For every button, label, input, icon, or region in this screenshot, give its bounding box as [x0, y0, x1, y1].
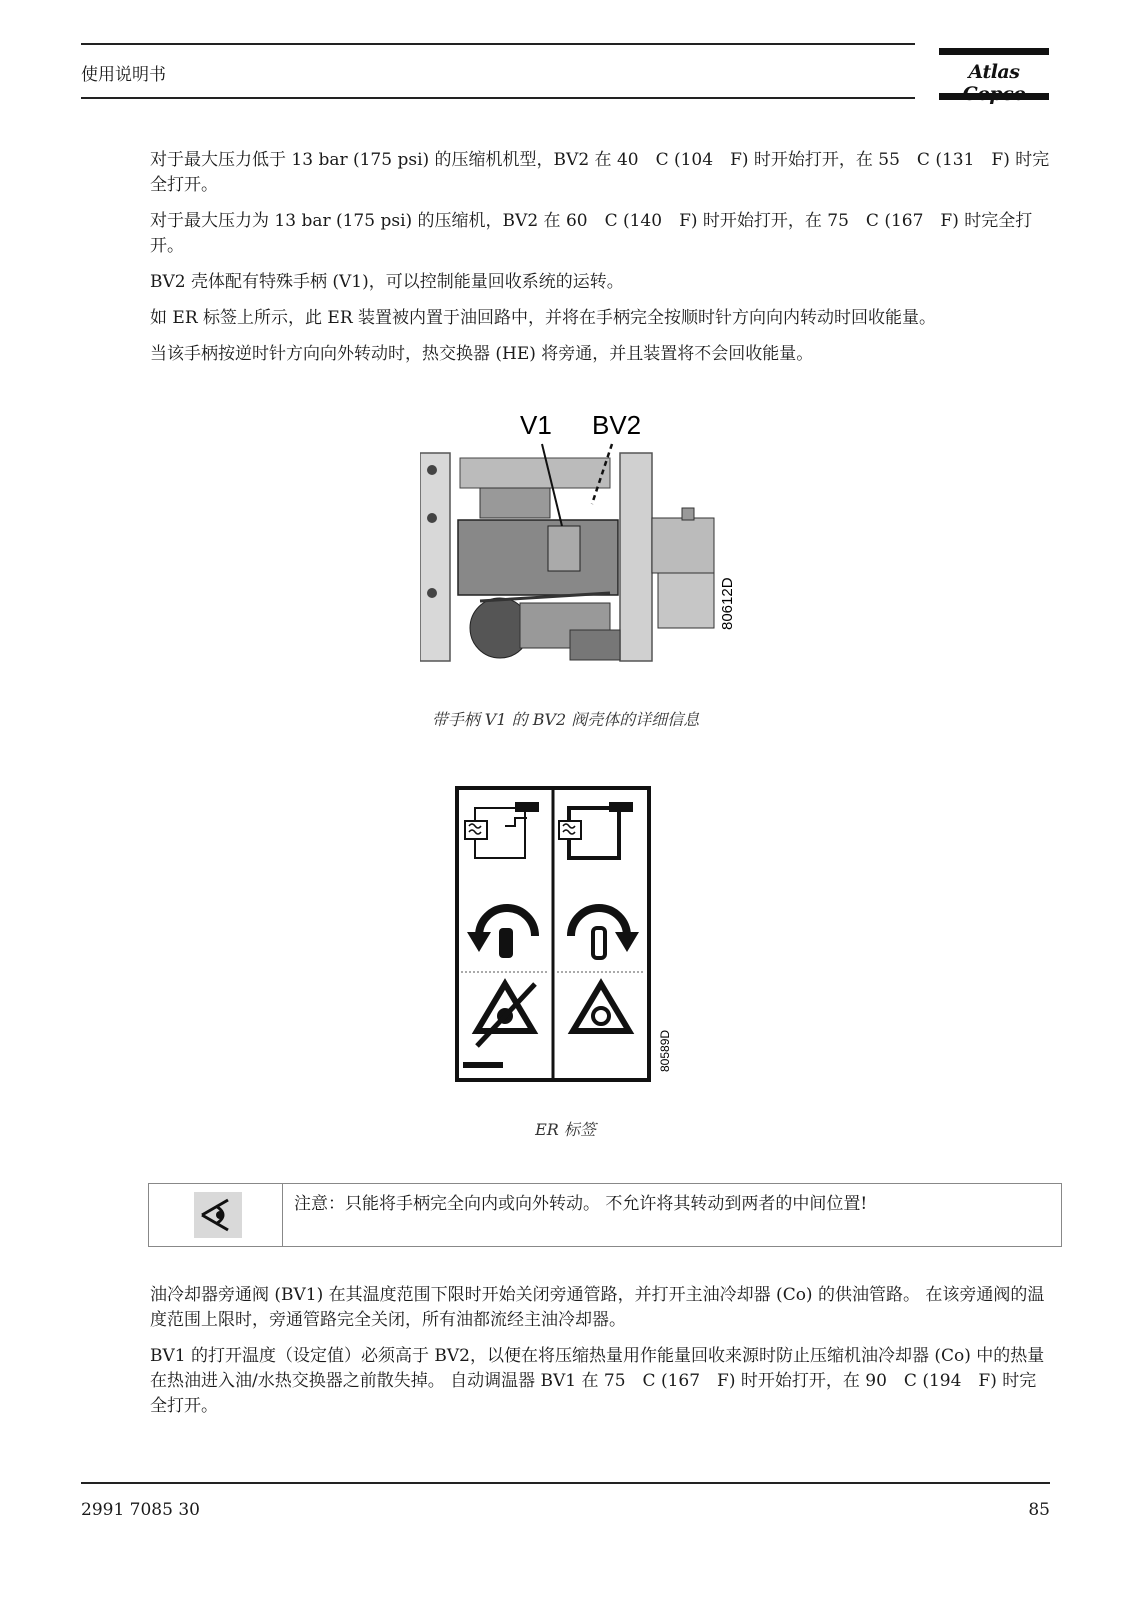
eye-attention-icon — [194, 1192, 242, 1238]
header-rule-top — [81, 43, 915, 45]
paragraph: 对于最大压力低于 13 bar (175 psi) 的压缩机机型，BV2 在 40 C (104 F) 时开始打开，在 55 C (131 F) 时完全打开。 — [150, 150, 1050, 195]
header-title: 使用说明书 — [81, 65, 166, 85]
note-icon-cell — [149, 1184, 283, 1246]
paragraph: 油冷却器旁通阀 (BV1) 在其温度范围下限时开始关闭旁通管路，并打开主油冷却器 (Co) 的供油管路。 在该旁通阀的温度范围上限时，旁通管路完全关闭，所有油都流经主油冷却器。 — [150, 1285, 1045, 1330]
body-text-bottom — [150, 1283, 1050, 1430]
doc-number: 2991 7085 30 — [81, 1500, 200, 1520]
page-number: 85 — [1028, 1500, 1050, 1520]
logo-wordmark: Atlas — [968, 61, 1020, 83]
note-text: 注意：只能将手柄完全向内或向外转动。 不允许将其转动到两者的中间位置! — [294, 1194, 868, 1214]
attention-note — [148, 1183, 1062, 1247]
paragraph: BV2 壳体配有特殊手柄 (V1)，可以控制能量回收系统的运转。 — [150, 272, 624, 292]
logo-bar-bottom — [939, 93, 1049, 100]
body-text-top — [150, 148, 1050, 378]
logo-bar-top — [939, 48, 1049, 55]
brand-logo — [939, 48, 1049, 100]
figure2-code: 80589D — [658, 1029, 672, 1072]
label-v1: V1 — [520, 410, 552, 440]
bv2-valve-housing-figure — [420, 408, 740, 680]
footer-rule — [81, 1482, 1050, 1484]
paragraph: 当该手柄按逆时针方向向外转动时，热交换器 (HE) 将旁通，并且装置将不会回收能量。 — [150, 344, 814, 364]
er-label-figure — [455, 786, 685, 1092]
header-rule-bottom — [81, 97, 915, 99]
label-bv2: BV2 — [592, 410, 642, 440]
paragraph: 如 ER 标签上所示，此 ER 装置被内置于油回路中，并将在手柄完全按顺时针方向向内转动时回收能量。 — [150, 308, 937, 328]
paragraph: 对于最大压力为 13 bar (175 psi) 的压缩机，BV2 在 60 C (140 F) 时开始打开，在 75 C (167 F) 时完全打开。 — [150, 211, 1033, 256]
paragraph: BV1 的打开温度（设定值）必须高于 BV2，以便在将压缩热量用作能量回收来源时防止压缩机油冷却器 (Co) 中的热量在热油进入油/水热交换器之前散失掉。 自动调温器 BV1 在 75 C (167 F) 时开始打开，在 90 C (194 F) 时完全打开。 — [150, 1346, 1045, 1416]
figure2-caption: ER 标签 — [535, 1120, 596, 1139]
figure1-code: 80612D — [719, 577, 736, 630]
figure1-caption: 带手柄 V1 的 BV2 阀壳体的详细信息 — [431, 710, 700, 729]
